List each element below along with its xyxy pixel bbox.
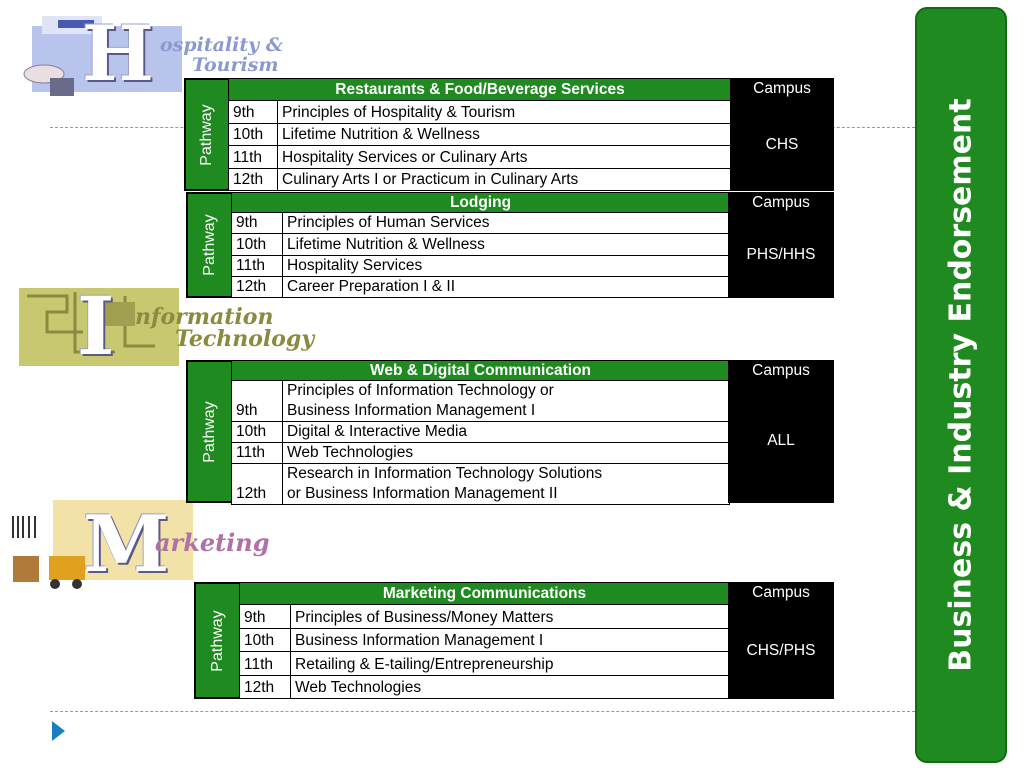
grade-cell: 12th	[229, 168, 278, 191]
course-cell	[283, 381, 730, 422]
web-digital-block	[186, 360, 834, 503]
course-line: Business Information Management I	[287, 402, 536, 419]
restaurants-food-block	[184, 78, 834, 191]
grade-cell: 12th	[240, 675, 291, 699]
it-word-bottom: Technology	[175, 326, 315, 352]
grade-cell: 10th	[232, 422, 283, 443]
campus-column	[728, 192, 834, 298]
grade-cell: 11th	[229, 146, 278, 169]
course-cell: Principles of Business/Money Matters	[291, 605, 730, 629]
campus-value: CHS/PHS	[746, 642, 816, 659]
pathway-title: Lodging	[232, 193, 730, 213]
course-line: Principles of Information Technology or	[287, 382, 554, 399]
course-cell: Lifetime Nutrition & Wellness	[283, 234, 730, 255]
hospitality-word-top: ospitality &	[160, 34, 283, 56]
lodging-block	[186, 192, 834, 298]
pathway-label: Pathway	[198, 103, 215, 166]
grade-cell: 10th	[240, 628, 291, 652]
pathway-label-box	[184, 78, 230, 191]
course-cell: Principles of Human Services	[283, 213, 730, 234]
campus-header: Campus	[752, 584, 810, 601]
grade-cell: 9th	[232, 381, 283, 422]
grade-cell: 11th	[232, 443, 283, 464]
pathway-label-box	[194, 582, 241, 699]
course-cell: Hospitality Services or Culinary Arts	[278, 146, 732, 169]
course-cell: Web Technologies	[291, 675, 730, 699]
grade-cell: 12th	[232, 464, 283, 505]
hospitality-initial: H	[82, 9, 154, 98]
campus-value: ALL	[767, 432, 795, 449]
course-cell: Principles of Hospitality & Tourism	[278, 101, 732, 124]
course-cell: Career Preparation I & II	[283, 276, 730, 297]
grade-cell: 11th	[232, 255, 283, 276]
course-table	[231, 360, 730, 505]
campus-column	[730, 78, 834, 191]
marketing-word: arketing	[155, 528, 270, 557]
course-cell: Retailing & E-tailing/Entrepreneurship	[291, 652, 730, 676]
course-table	[239, 582, 730, 699]
grade-cell: 10th	[232, 234, 283, 255]
grade-cell: 11th	[240, 652, 291, 676]
pathway-label: Pathway	[200, 400, 218, 463]
course-line: Research in Information Technology Solutions	[287, 465, 603, 482]
pathway-label: Pathway	[200, 214, 218, 276]
pathway-title: Marketing Communications	[240, 583, 730, 605]
endorsement-banner	[915, 7, 1007, 763]
grade-cell: 12th	[232, 276, 283, 297]
course-cell: Web Technologies	[283, 443, 730, 464]
campus-column	[728, 360, 834, 503]
grade-cell: 10th	[229, 123, 278, 146]
marketing-initial: M	[83, 499, 170, 590]
hospitality-word-bottom: Tourism	[192, 54, 279, 76]
pathway-label-box	[186, 360, 233, 503]
pathway-title: Restaurants & Food/Beverage Services	[229, 79, 732, 101]
pathway-title: Web & Digital Communication	[232, 361, 730, 381]
divider-bottom	[50, 711, 915, 712]
it-word-top: nformation	[135, 304, 274, 330]
campus-value: PHS/HHS	[746, 246, 816, 263]
grade-cell: 9th	[229, 101, 278, 124]
course-cell: Lifetime Nutrition & Wellness	[278, 123, 732, 146]
play-icon[interactable]	[52, 721, 65, 741]
campus-header: Campus	[752, 194, 810, 211]
campus-header: Campus	[752, 362, 810, 379]
course-cell: Business Information Management I	[291, 628, 730, 652]
marketing-communications-block	[194, 582, 834, 699]
endorsement-title: Business & Industry Endorsement	[943, 98, 979, 672]
course-table	[228, 78, 732, 191]
course-cell	[283, 464, 730, 505]
campus-header: Campus	[753, 80, 811, 97]
course-cell: Hospitality Services	[283, 255, 730, 276]
campus-value: CHS	[765, 136, 799, 153]
course-table	[231, 192, 730, 298]
grade-cell: 9th	[240, 605, 291, 629]
course-cell: Culinary Arts I or Practicum in Culinary Arts	[278, 168, 732, 191]
grade-cell: 9th	[232, 213, 283, 234]
course-cell: Digital & Interactive Media	[283, 422, 730, 443]
course-line: or Business Information Management II	[287, 485, 558, 502]
it-initial: I	[77, 279, 115, 373]
campus-column	[728, 582, 834, 699]
pathway-label: Pathway	[208, 609, 226, 672]
pathway-label-box	[186, 192, 233, 298]
